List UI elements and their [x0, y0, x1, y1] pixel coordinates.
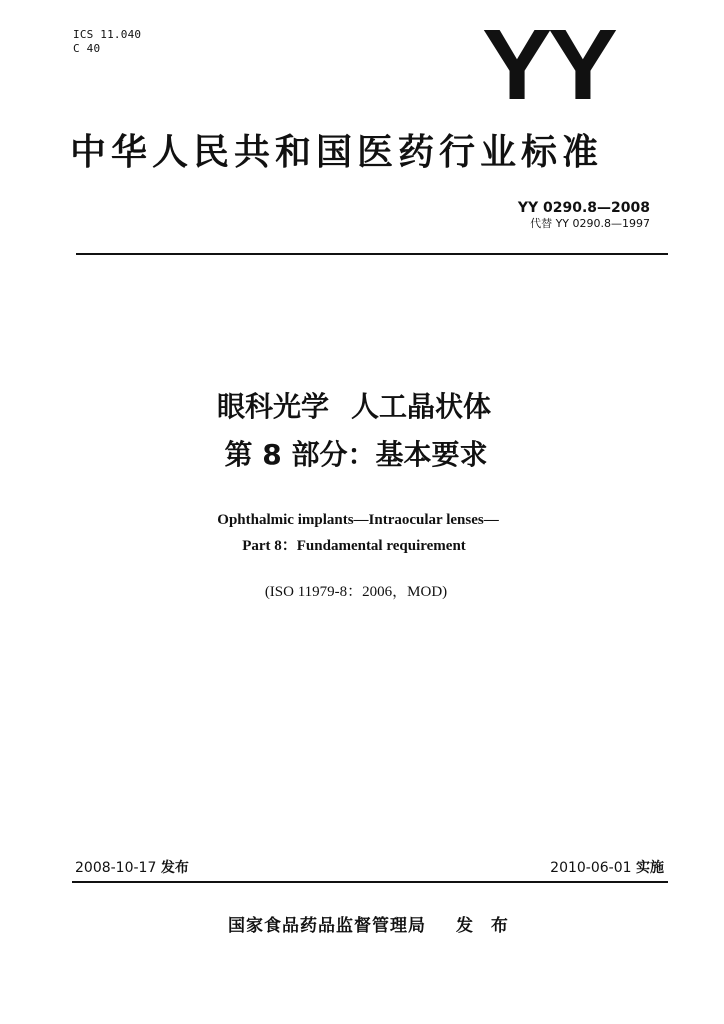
- english-title-line-1: Ophthalmic implants—Intraocular lenses—: [217, 512, 499, 528]
- issue-label: 发布: [160, 860, 189, 876]
- chinese-title-part-2: 人工晶状体: [351, 390, 492, 423]
- ics-code: ICS 11.040: [73, 28, 142, 41]
- publisher-name: 国家食品药品监督管理局: [228, 916, 426, 936]
- standard-code-block: [518, 200, 650, 232]
- chinese-title-part-1: 眼科光学: [216, 390, 329, 423]
- implementation-label: 实施: [636, 860, 664, 876]
- standard-code: YY 0290.8—2008: [517, 200, 650, 216]
- chinese-title-line-2: 第 8 部分：基本要求: [224, 438, 488, 471]
- bottom-divider: [72, 881, 668, 883]
- ccs-code: C 40: [73, 42, 101, 55]
- iso-reference: (ISO 11979-8：2006，MOD): [264, 584, 448, 600]
- issue-date-value: 2008-10-17: [75, 860, 157, 876]
- publish-action: 发 布: [456, 916, 514, 936]
- replaces-code: 代替 YY 0290.8—1997: [530, 217, 650, 230]
- implementation-date-value: 2010-06-01: [550, 860, 632, 876]
- implementation-date: [550, 858, 664, 878]
- chinese-title-line-1: [0, 386, 716, 428]
- yy-logo: YY: [482, 9, 614, 121]
- english-title-line-2: Part 8：Fundamental requirement: [242, 538, 466, 554]
- top-divider: [76, 253, 668, 255]
- issue-date: [75, 858, 189, 878]
- classification-codes: [73, 28, 141, 56]
- standard-type-title: 中华人民共和国医药行业标准: [70, 132, 604, 173]
- publisher-line: [228, 914, 514, 938]
